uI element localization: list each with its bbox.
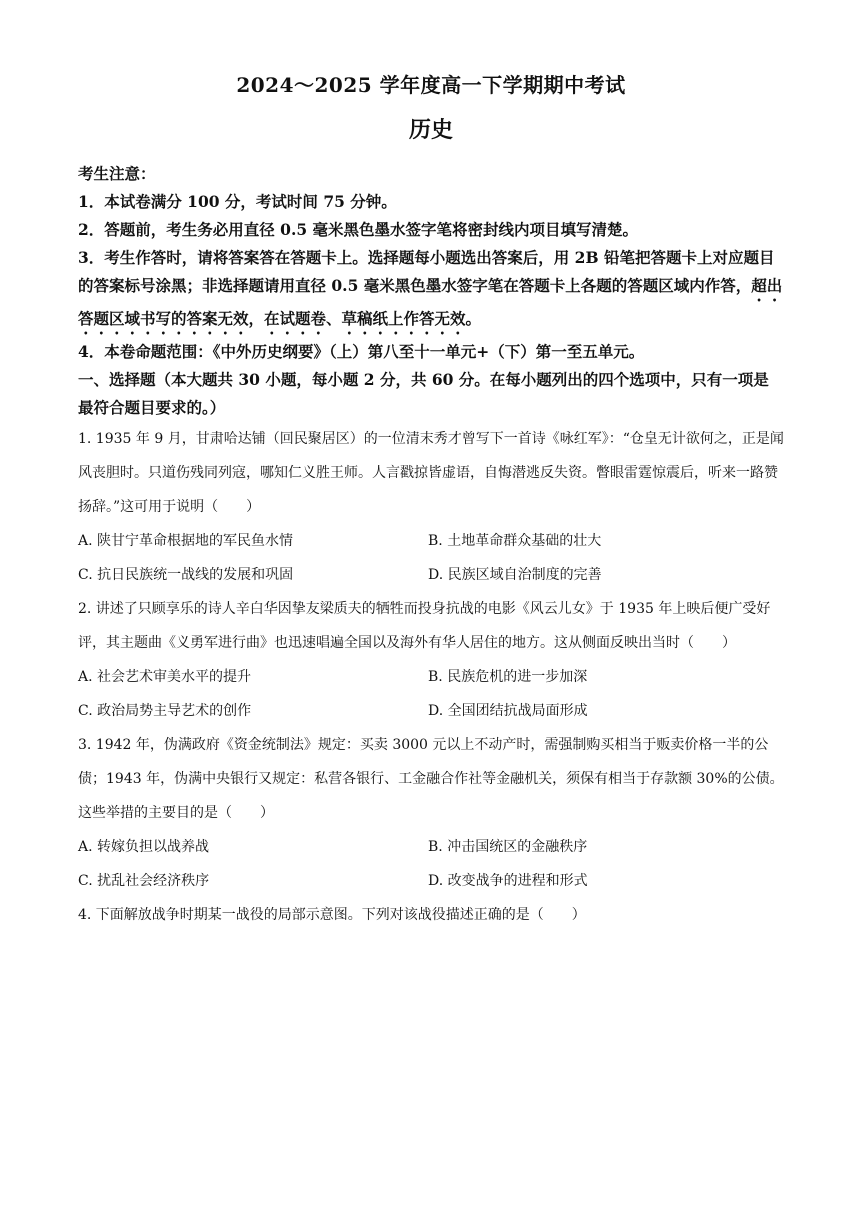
option-c: C. 抗日民族统一战线的发展和巩固 (78, 567, 294, 583)
option-b: B. 民族危机的进一步加深 (428, 669, 588, 685)
notice-item-3-emphasis: 超出答题区域书写的答案无效，在试题卷、草稿纸上作答无效 (78, 276, 783, 328)
exam-title: 2024～2025 学年度高一下学期期中考试 (236, 73, 626, 97)
option-b: B. 冲击国统区的金融秩序 (428, 839, 588, 855)
option-grid (78, 660, 784, 728)
option-a: A. 社会艺术审美水平的提升 (78, 669, 252, 685)
question-stem: 1. 1935 年 9 月，甘肃哈达铺（回民聚居区）的一位清末秀才曾写下一首诗《咏红军》：“仓皇无计欲何之，正是闻风丧胆时。只道伤残同列寇，哪知仁义胜王师。人言戳掠皆虚语，自悔潜逃反失资。瞥眼雷霆惊震后，听来一路赞扬辞。”这可用于说明（ ） (78, 431, 784, 515)
exam-page (78, 68, 784, 932)
question-2 (78, 592, 784, 728)
option-a: A. 陕甘宁革命根据地的军民鱼水情 (78, 533, 294, 549)
notice-item-1: 1．本试卷满分 100 分，考试时间 75 分钟。 (78, 192, 397, 211)
question-stem: 2. 讲述了只顾享乐的诗人辛白华因挚友梁质夫的牺牲而投身抗战的电影《风云儿女》于 1935 年上映后便广受好评，其主题曲《义勇军进行曲》也迅速唱遍全国以及海外有华人居住的地方。这从侧面反映出当时（ ） (78, 601, 771, 651)
option-c: C. 政治局势主导艺术的创作 (78, 703, 252, 719)
question-4 (78, 898, 784, 932)
option-d: D. 改变战争的进程和形式 (428, 873, 588, 889)
option-grid (78, 830, 784, 898)
notice-item-3 (78, 244, 784, 338)
section-heading: 一、选择题（本大题共 30 小题，每小题 2 分，共 60 分。在每小题列出的四个选项中，只有一项是最符合题目要求的。） (78, 370, 769, 417)
option-d: D. 全国团结抗战局面形成 (428, 703, 588, 719)
notice-item-4: 4．本卷命题范围：《中外历史纲要》（上）第八至十一单元+（下）第一至五单元。 (78, 342, 645, 361)
option-d: D. 民族区域自治制度的完善 (428, 567, 602, 583)
notice-item-2: 2．答题前，考生务必用直径 0.5 毫米黑色墨水签字笔将密封线内项目填写清楚。 (78, 220, 639, 239)
question-1 (78, 422, 784, 592)
notice-heading: 考生注意： (78, 164, 156, 183)
option-a: A. 转嫁负担以战养战 (78, 839, 210, 855)
question-3 (78, 728, 784, 898)
notice-item-3-text: 3．考生作答时，请将答案答在答题卡上。选择题每小题选出答案后，用 2B 铅笔把答题卡上对应题目的答案标号涂黑；非选择题请用直径 0.5 毫米黑色墨水签字笔在答题卡上各题的答题区域内作答， (78, 248, 775, 295)
subject-title: 历史 (408, 117, 453, 143)
question-stem: 3. 1942 年，伪满政府《资金统制法》规定：买卖 3000 元以上不动产时，需强制购买相当于贩卖价格一半的公债；1943 年，伪满中央银行又规定：私营各银行、工金融合作社等金融机关，须保有相当于存款额 30%的公债。这些举措的主要目的是（ ） (78, 737, 784, 821)
option-grid (78, 524, 784, 592)
notice-item-3-end: 。 (465, 309, 482, 328)
option-c: C. 扰乱社会经济秩序 (78, 873, 210, 889)
option-b: B. 土地革命群众基础的壮大 (428, 533, 602, 549)
question-stem: 4. 下面解放战争时期某一战役的局部示意图。下列对该战役描述正确的是（ ） (78, 907, 586, 923)
notice-block (78, 160, 784, 366)
